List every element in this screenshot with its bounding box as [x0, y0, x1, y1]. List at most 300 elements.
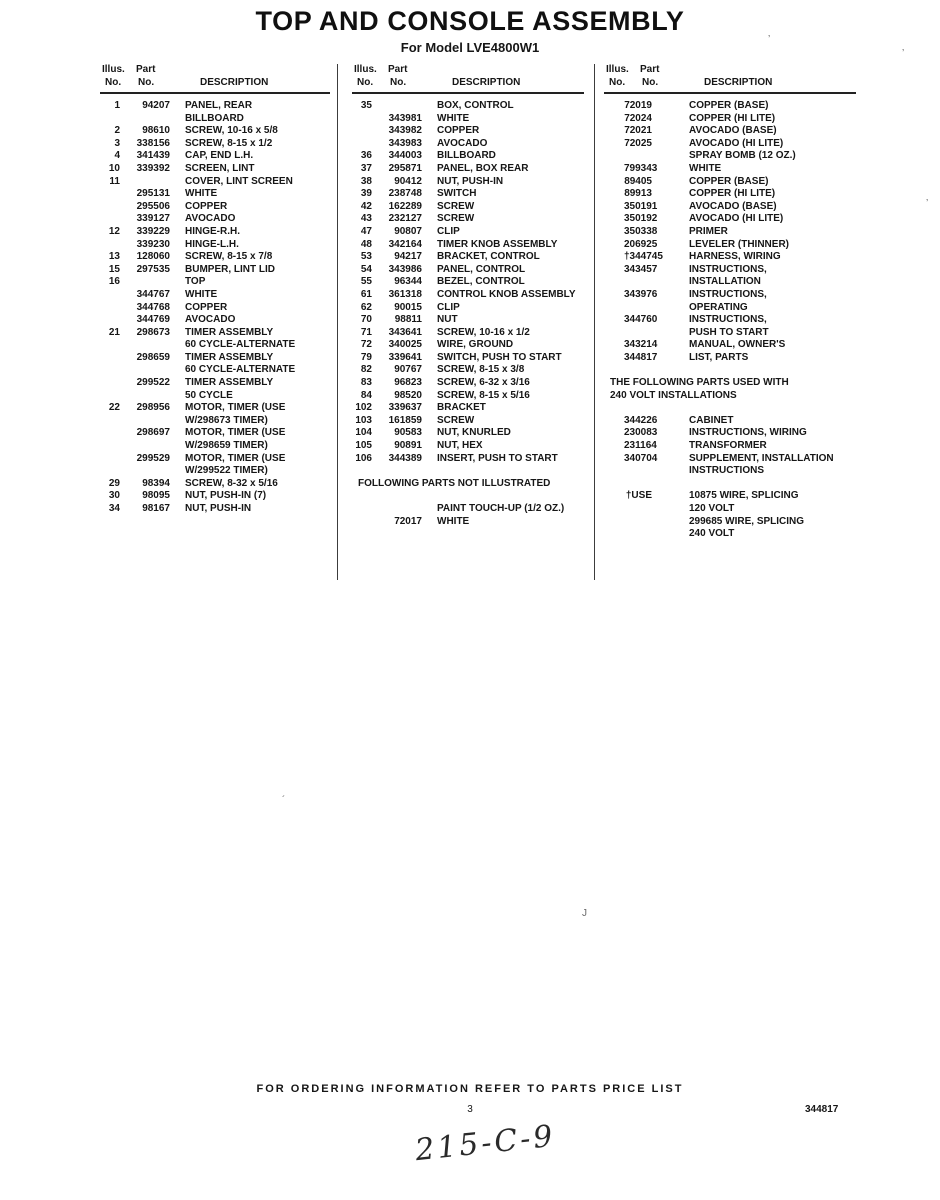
part-description: INSERT, PUSH TO START: [437, 452, 558, 464]
part-no: 72019: [624, 100, 652, 111]
illus-no: 62: [360, 301, 372, 313]
part-description: CONTROL KNOB ASSEMBLY: [437, 288, 576, 300]
column-header: [352, 64, 584, 94]
part-description: MOTOR, TIMER (USE W/299522 TIMER): [185, 452, 286, 477]
part-description: PRIMER: [689, 225, 728, 237]
parts-row: [100, 150, 330, 163]
row-spacer: [352, 465, 584, 478]
part-no: 72025: [624, 137, 652, 149]
illus-no: 47: [360, 225, 372, 237]
part-no: 343983: [388, 137, 422, 149]
illus-no: 102: [355, 402, 372, 414]
part-description: AVOCADO: [185, 213, 236, 225]
part-no: 339637: [388, 402, 422, 414]
part-no: 94207: [142, 100, 170, 111]
part-no: 98167: [142, 503, 170, 514]
illus-no: [352, 125, 372, 138]
part-no: 90767: [394, 364, 422, 376]
part-no: 343986: [388, 263, 422, 275]
part-description: COPPER (HI LITE): [689, 188, 776, 200]
part-description: WHITE: [437, 112, 470, 124]
parts-row: [352, 289, 584, 302]
part-description: SCREW, 10-16 x 1/2: [437, 326, 530, 338]
part-description: BRACKET, CONTROL: [437, 251, 540, 263]
illus-no: [604, 427, 624, 440]
parts-row: [352, 440, 584, 453]
parts-row: [352, 163, 584, 176]
parts-row: [100, 327, 330, 352]
part-no-header: No.: [642, 77, 659, 88]
part-no: 344817: [624, 351, 658, 363]
parts-row: [604, 213, 856, 226]
illus-no: 10: [108, 162, 120, 174]
column-header: [604, 64, 856, 94]
parts-row: [352, 503, 584, 516]
part-no: 341439: [136, 150, 170, 162]
illus-no: 106: [355, 452, 372, 464]
part-description: COPPER: [185, 200, 228, 212]
parts-row: [100, 453, 330, 478]
part-description: NUT, KNURLED: [437, 427, 511, 439]
illus-no: 2: [114, 125, 120, 137]
illus-no: 3: [114, 137, 120, 149]
illus-no: 82: [360, 364, 372, 376]
part-no: 72021: [624, 125, 652, 137]
illus-no: [100, 427, 120, 452]
parts-row: [352, 339, 584, 352]
parts-row: [604, 289, 856, 314]
part-no: 343214: [624, 339, 658, 351]
description-header: DESCRIPTION: [452, 77, 521, 88]
part-description: BRACKET: [437, 402, 486, 414]
parts-column: [352, 64, 584, 528]
parts-row: [352, 390, 584, 403]
part-description: AVOCADO (BASE): [689, 200, 777, 212]
scan-artifact: ’: [768, 34, 771, 45]
illus-no: 72: [360, 339, 372, 351]
parts-row: [352, 415, 584, 428]
parts-row: [352, 176, 584, 189]
part-description: BEZEL, CONTROL: [437, 276, 525, 288]
part-no-header: No.: [138, 77, 155, 88]
illus-no: [352, 113, 372, 126]
part-description: AVOCADO (HI LITE): [689, 213, 784, 225]
part-no: 90583: [394, 427, 422, 439]
illus-no: 16: [108, 276, 120, 288]
part-description: SCREW, 8-32 x 5/16: [185, 477, 278, 489]
part-no: [120, 276, 170, 289]
parts-row: [100, 201, 330, 214]
illus-no: 55: [360, 276, 372, 288]
part-no: 298659: [136, 351, 170, 363]
illus-no: 38: [360, 175, 372, 187]
illus-no: 34: [108, 503, 120, 514]
part-description: LIST, PARTS: [689, 351, 749, 363]
illus-header-label: Illus.: [102, 64, 125, 75]
part-no: 295131: [136, 188, 170, 200]
ordering-note: FOR ORDERING INFORMATION REFER TO PARTS PRICE LIST: [256, 1083, 684, 1095]
illus-no: [100, 201, 120, 214]
part-description: CLIP: [437, 301, 460, 313]
part-no: 98394: [142, 477, 170, 489]
parts-row: [352, 427, 584, 440]
column-header-line: [604, 77, 856, 90]
part-no: 298697: [136, 427, 170, 439]
part-no: 72017: [394, 515, 422, 527]
part-no: 98095: [142, 490, 170, 502]
illus-no: 53: [360, 251, 372, 263]
part-no: 344769: [136, 314, 170, 326]
part-no: 350191: [624, 200, 658, 212]
part-description: PAINT TOUCH-UP (1/2 OZ.): [437, 503, 565, 514]
part-description: BOX, CONTROL: [437, 100, 514, 111]
part-description: MOTOR, TIMER (USE W/298673 TIMER): [185, 402, 286, 426]
part-no: 344760: [624, 314, 658, 326]
part-description: SCREW: [437, 414, 475, 426]
part-description: CLIP: [437, 225, 460, 237]
illus-no: 54: [360, 263, 372, 275]
parts-row: [100, 314, 330, 327]
parts-row: [100, 289, 330, 302]
part-description: CAP, END L.H.: [185, 150, 254, 162]
parts-row: [604, 251, 856, 264]
illus-no: [604, 453, 624, 478]
column-divider: [594, 64, 595, 580]
parts-row: [604, 440, 856, 453]
parts-row: [100, 490, 330, 503]
part-description: TOP: [185, 276, 206, 288]
row-spacer: [604, 402, 856, 415]
part-no: 339392: [136, 162, 170, 174]
illus-no: 11: [109, 175, 120, 187]
parts-row: [352, 150, 584, 163]
part-no: 90412: [394, 175, 422, 187]
part-description: BILLBOARD: [437, 150, 496, 162]
part-no: 128060: [136, 251, 170, 263]
part-description: SCREW: [437, 213, 475, 225]
part-no: 98811: [394, 314, 422, 326]
parts-row: [604, 427, 856, 440]
parts-row: [352, 302, 584, 315]
illus-no: [100, 302, 120, 315]
illus-no: 71: [360, 326, 372, 338]
illus-no-header: No.: [105, 77, 122, 88]
parts-row: [352, 352, 584, 365]
page-title: TOP AND CONSOLE ASSEMBLY: [255, 6, 685, 36]
part-description: PANEL, CONTROL: [437, 263, 526, 275]
parts-row: [352, 314, 584, 327]
parts-row: [352, 327, 584, 340]
part-no: 344389: [388, 452, 422, 464]
parts-row: [352, 453, 584, 466]
row-spacer: [604, 478, 856, 491]
part-no: †344745: [624, 251, 663, 263]
part-no: 339230: [136, 238, 170, 250]
scan-artifact: ´: [282, 795, 286, 806]
part-description: COVER, LINT SCREEN: [185, 175, 293, 187]
column-header-line: [100, 77, 330, 90]
parts-row: [604, 239, 856, 252]
section-note: THE FOLLOWING PARTS USED WITH 240 VOLT INSTALLATIONS: [610, 377, 789, 401]
illus-no: [100, 289, 120, 302]
parts-row: [604, 163, 856, 176]
illus-no: 21: [108, 326, 120, 338]
parts-row: [100, 276, 330, 289]
page-number: 3: [467, 1104, 473, 1115]
parts-row: [100, 213, 330, 226]
part-no: 295871: [388, 162, 422, 174]
illus-no: [604, 352, 624, 365]
illus-no: [604, 188, 624, 201]
illus-no: 61: [360, 288, 372, 300]
parts-row: [604, 453, 856, 478]
part-description: LEVELER (THINNER): [689, 238, 789, 250]
illus-no: 1: [114, 100, 120, 111]
illus-no: 37: [360, 162, 372, 174]
parts-row: [100, 226, 330, 239]
parts-row: [604, 188, 856, 201]
part-description: SCREW, 6-32 x 3/16: [437, 377, 530, 389]
part-description: AVOCADO (HI LITE): [689, 137, 784, 149]
part-description: SWITCH, PUSH TO START: [437, 351, 562, 363]
part-description: CABINET: [689, 414, 734, 426]
parts-row: [352, 364, 584, 377]
illus-no: 12: [108, 225, 120, 237]
description-header: DESCRIPTION: [704, 77, 773, 88]
part-description: SCREW, 10-16 x 5/8: [185, 125, 278, 137]
document-number: 344817: [805, 1104, 839, 1115]
parts-row: [100, 352, 330, 377]
parts-row: [604, 226, 856, 239]
part-no: 343976: [624, 288, 658, 300]
illus-no-header: No.: [357, 77, 374, 88]
part-description: WHITE: [185, 288, 218, 300]
parts-row: [100, 503, 330, 516]
part-no: 295506: [136, 200, 170, 212]
row-spacer: [352, 490, 584, 503]
part-no: 339641: [388, 351, 422, 363]
illus-no: 43: [360, 213, 372, 225]
part-description: TIMER ASSEMBLY 60 CYCLE-ALTERNATE: [185, 351, 296, 376]
part-description: HARNESS, WIRING: [689, 251, 781, 263]
parts-row: [100, 100, 330, 125]
part-no: 344768: [136, 301, 170, 313]
illus-no: 35: [360, 100, 372, 111]
part-description: INSTRUCTIONS, INSTALLATION: [689, 263, 767, 288]
part-no: 343981: [388, 112, 422, 124]
part-no: 799343: [624, 162, 658, 174]
illus-no: 42: [360, 200, 372, 212]
part-no: 340025: [388, 339, 422, 351]
parts-row: [604, 125, 856, 138]
part-description: SCREW, 8-15 x 1/2: [185, 137, 273, 149]
illus-no: [604, 440, 624, 453]
part-no: 299529: [136, 452, 170, 464]
part-no: †USE: [625, 490, 652, 502]
scan-artifact: ’: [926, 198, 929, 209]
part-description: TIMER ASSEMBLY 60 CYCLE-ALTERNATE: [185, 326, 296, 351]
illus-no: [604, 163, 624, 176]
illus-no: 39: [360, 188, 372, 200]
parts-row: [352, 264, 584, 277]
illus-no: [100, 352, 120, 377]
illus-no: [604, 314, 624, 339]
part-header-label: Part: [388, 64, 408, 75]
part-no: 343641: [388, 326, 422, 338]
illus-no: [604, 100, 624, 113]
part-description: AVOCADO (BASE): [689, 125, 777, 137]
column-header-line: [352, 64, 584, 77]
part-description: HINGE-R.H.: [185, 225, 240, 237]
part-no: 89405: [624, 175, 652, 187]
part-no: 343457: [624, 263, 658, 275]
illus-no: 79: [360, 351, 372, 363]
part-description: AVOCADO: [437, 137, 488, 149]
illus-no: [604, 113, 624, 126]
part-no: 238748: [388, 188, 422, 200]
section-note: FOLLOWING PARTS NOT ILLUSTRATED: [358, 477, 551, 489]
illus-no: 105: [355, 440, 372, 452]
illus-no: 48: [360, 238, 372, 250]
part-no: 339229: [136, 225, 170, 237]
part-no: [372, 503, 422, 516]
parts-row: [604, 352, 856, 365]
illus-no: [604, 125, 624, 138]
parts-row: [604, 415, 856, 428]
illus-no: [100, 213, 120, 226]
part-no: 206925: [624, 238, 658, 250]
part-description: 10875 WIRE, SPLICING 120 VOLT 299685 WIRE, SPLICING 240 VOLT: [689, 490, 805, 540]
illus-no: 83: [360, 377, 372, 389]
parts-row: [352, 516, 584, 529]
part-description: SUPPLEMENT, INSTALLATION INSTRUCTIONS: [689, 452, 834, 477]
parts-row: [100, 239, 330, 252]
illus-no: [604, 150, 624, 163]
illus-no: [604, 415, 624, 428]
illus-no: 104: [355, 427, 372, 439]
part-description: INSTRUCTIONS, OPERATING: [689, 288, 767, 313]
column-divider: [337, 64, 338, 580]
part-no: 338156: [136, 137, 170, 149]
part-description: NUT, PUSH-IN: [437, 175, 504, 187]
part-description: PANEL, BOX REAR: [437, 162, 529, 174]
illus-no: 22: [108, 402, 120, 414]
part-description: SWITCH: [437, 188, 477, 200]
parts-row: [604, 264, 856, 289]
illus-no: [604, 490, 624, 540]
part-description: NUT: [437, 314, 458, 326]
part-no: 231164: [624, 440, 657, 452]
part-description: COPPER (BASE): [689, 100, 769, 111]
part-description: AVOCADO: [185, 314, 236, 326]
column-header-line: [100, 64, 330, 77]
parts-row: [352, 113, 584, 126]
parts-column: [100, 64, 330, 516]
part-no: 339127: [136, 213, 170, 225]
part-no: 350192: [624, 213, 658, 225]
parts-row: [352, 239, 584, 252]
part-description: HINGE-L.H.: [185, 238, 239, 250]
parts-row: [604, 150, 856, 163]
parts-row: [352, 226, 584, 239]
part-no: 90807: [394, 225, 422, 237]
parts-row: [604, 176, 856, 189]
part-no: 344226: [624, 414, 658, 426]
part-no: 162289: [388, 200, 422, 212]
illus-header-label: Illus.: [606, 64, 629, 75]
part-no: 342164: [388, 238, 422, 250]
illus-no: [604, 289, 624, 314]
illus-no: [604, 176, 624, 189]
parts-row: [100, 125, 330, 138]
scan-artifact: J: [582, 908, 587, 919]
parts-row: [100, 427, 330, 452]
illus-no: 84: [360, 389, 372, 401]
part-no: 344767: [136, 288, 170, 300]
parts-row: [604, 339, 856, 352]
part-no: 350338: [624, 225, 658, 237]
part-no: 343982: [388, 125, 422, 137]
parts-row: [352, 201, 584, 214]
illus-no: [352, 503, 372, 516]
parts-row: [100, 264, 330, 277]
part-no: 340704: [624, 452, 658, 464]
parts-row: [604, 100, 856, 113]
parts-row: [352, 251, 584, 264]
model-subtitle: For Model LVE4800W1: [400, 40, 540, 55]
parts-row: [604, 314, 856, 339]
part-description: SCREW, 8-15 x 5/16: [437, 389, 530, 401]
part-description: PANEL, REAR BILLBOARD: [185, 100, 253, 124]
part-no: 298956: [136, 402, 170, 414]
part-description: COPPER: [437, 125, 480, 137]
parts-row: [100, 163, 330, 176]
part-no: [372, 100, 422, 113]
part-description: SCREEN, LINT: [185, 162, 255, 174]
illus-no: [604, 251, 624, 264]
part-description: TRANSFORMER: [689, 440, 767, 452]
part-no: [120, 176, 170, 189]
parts-row: [100, 138, 330, 151]
parts-row: [100, 188, 330, 201]
parts-row: [100, 402, 330, 427]
parts-row: [352, 402, 584, 415]
parts-row: [604, 113, 856, 126]
part-no: 90015: [394, 301, 422, 313]
part-no: 98520: [394, 389, 422, 401]
parts-row: [100, 251, 330, 264]
parts-row: [352, 377, 584, 390]
part-description: NUT, HEX: [437, 440, 483, 452]
row-spacer: [604, 364, 856, 377]
part-description: INSTRUCTIONS, WIRING: [689, 427, 807, 439]
illus-no: [352, 138, 372, 151]
parts-row: [100, 377, 330, 402]
part-description: SCREW, 8-15 x 3/8: [437, 364, 525, 376]
part-no: 230083: [624, 427, 658, 439]
part-no: 96344: [394, 276, 422, 288]
illus-no: [100, 188, 120, 201]
part-description: TIMER ASSEMBLY 50 CYCLE: [185, 377, 274, 401]
part-description: COPPER: [185, 301, 228, 313]
handwritten-note: 215-C-9: [413, 1118, 558, 1169]
illus-no: [352, 516, 372, 529]
parts-row: [352, 125, 584, 138]
illus-no: [100, 453, 120, 478]
column-header: [100, 64, 330, 94]
illus-no: 29: [108, 477, 120, 489]
parts-row: [352, 276, 584, 289]
